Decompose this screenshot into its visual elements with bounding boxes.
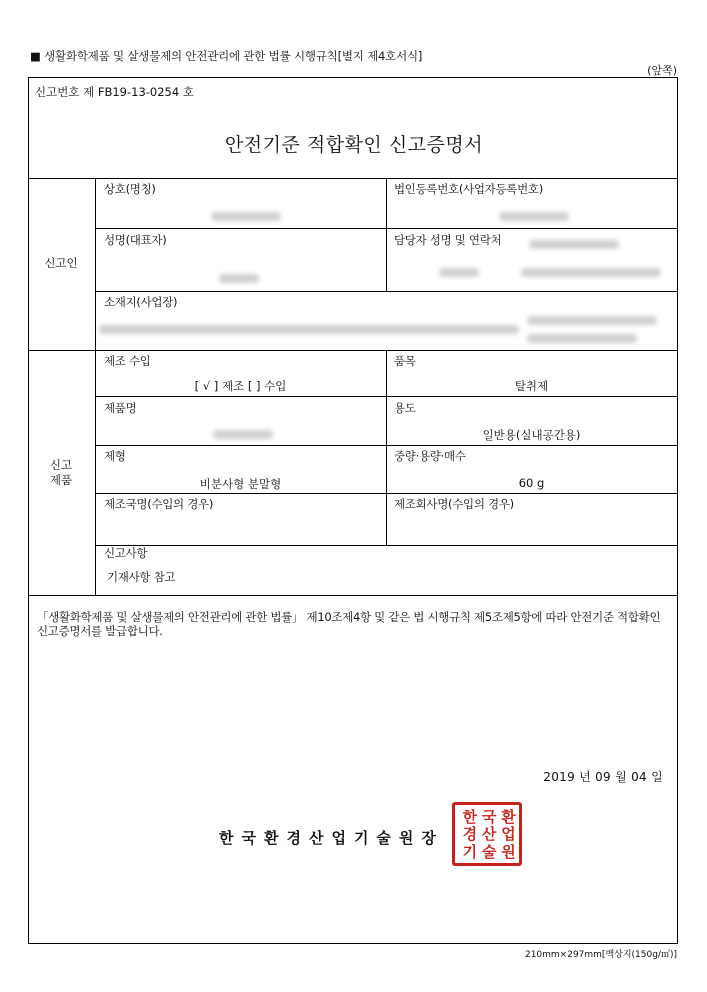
product-section-label (29, 458, 93, 488)
product-name-redacted (213, 430, 273, 439)
rule-product-4 (95, 545, 677, 546)
seal-char: 기 (460, 843, 479, 859)
seal-char: 환 (499, 809, 517, 825)
contact-phone-redacted (529, 240, 619, 249)
paper-spec: 210mm×297mm[백상지(150g/㎡)] (524, 950, 677, 960)
official-seal (452, 802, 522, 866)
country-label: 제조국명(수입의 경우) (104, 497, 214, 511)
product-section-text: 신고 제품 (49, 458, 73, 487)
address-phone-redacted (527, 316, 657, 325)
certificate-frame (28, 77, 678, 944)
contact-email-redacted (521, 268, 661, 277)
issuer-name: 한국환경산업기술원장 (219, 829, 444, 847)
rule-statement (29, 595, 677, 596)
certificate-number: 신고번호 제 FB19-13-0254 호 (35, 85, 194, 99)
usage-label: 용도 (394, 401, 416, 415)
rule-applicant-2 (95, 291, 677, 292)
item-value: 탈취제 (514, 379, 549, 393)
seal-char: 산 (479, 826, 498, 842)
notes-label: 신고사항 (104, 546, 148, 560)
side-label: (앞쪽) (647, 64, 677, 77)
issue-date: 2019 년 09 월 04 일 (543, 770, 663, 784)
contact-label: 담당자 성명 및 연락처 (394, 233, 502, 247)
seal-char: 업 (499, 826, 517, 842)
rule-title (29, 178, 677, 179)
document-title: 안전기준 적합확인 신고증명서 (224, 134, 484, 156)
form-value: 비분사형 분말형 (199, 477, 282, 491)
maker-label: 제조회사명(수입의 경우) (394, 497, 514, 511)
representative-redacted (219, 274, 259, 283)
company-name-label: 상호(명칭) (104, 182, 156, 196)
address-label: 소재지(사업장) (104, 295, 178, 309)
usage-value: 일반용(실내공간용) (482, 428, 581, 442)
company-name-redacted (211, 212, 281, 221)
corp-reg-label: 법인등록번호(사업자등록번호) (394, 182, 543, 196)
issuance-statement: 「생활화학제품 및 살생물제의 안전관리에 관한 법률」 제10조제4항 및 같은 법 시행규칙 제5조제5항에 따라 안전기준 적합확인 신고증명서를 발급합니다. (37, 610, 661, 638)
address-redacted (99, 325, 519, 334)
form-label: 제형 (104, 449, 126, 463)
weight-label: 중량·용량·매수 (394, 449, 466, 463)
manufacture-value: [ √ ] 제조 [ ] 수입 (194, 379, 287, 393)
seal-char: 원 (499, 843, 517, 859)
seal-char: 한 (460, 809, 479, 825)
address-fax-redacted (527, 334, 637, 343)
applicant-section-label: 신고인 (44, 256, 78, 270)
manufacture-label: 제조 수입 (104, 354, 151, 368)
form-title: ■ 생활화학제품 및 살생물제의 안전관리에 관한 법률 시행규칙[별지 제4호서식] (30, 49, 423, 63)
contact-name-redacted (439, 268, 479, 277)
rule-section (29, 350, 677, 351)
seal-char: 경 (460, 826, 479, 842)
notes-value: 기재사항 참고 (107, 570, 176, 584)
seal-char: 술 (479, 843, 498, 859)
weight-value: 60 g (518, 476, 545, 490)
item-label: 품목 (394, 354, 416, 368)
representative-label: 성명(대표자) (104, 233, 167, 247)
corp-reg-redacted (499, 212, 569, 221)
product-name-label: 제품명 (104, 401, 137, 415)
rule-mid-applicant (386, 178, 387, 291)
seal-char: 국 (479, 809, 498, 825)
